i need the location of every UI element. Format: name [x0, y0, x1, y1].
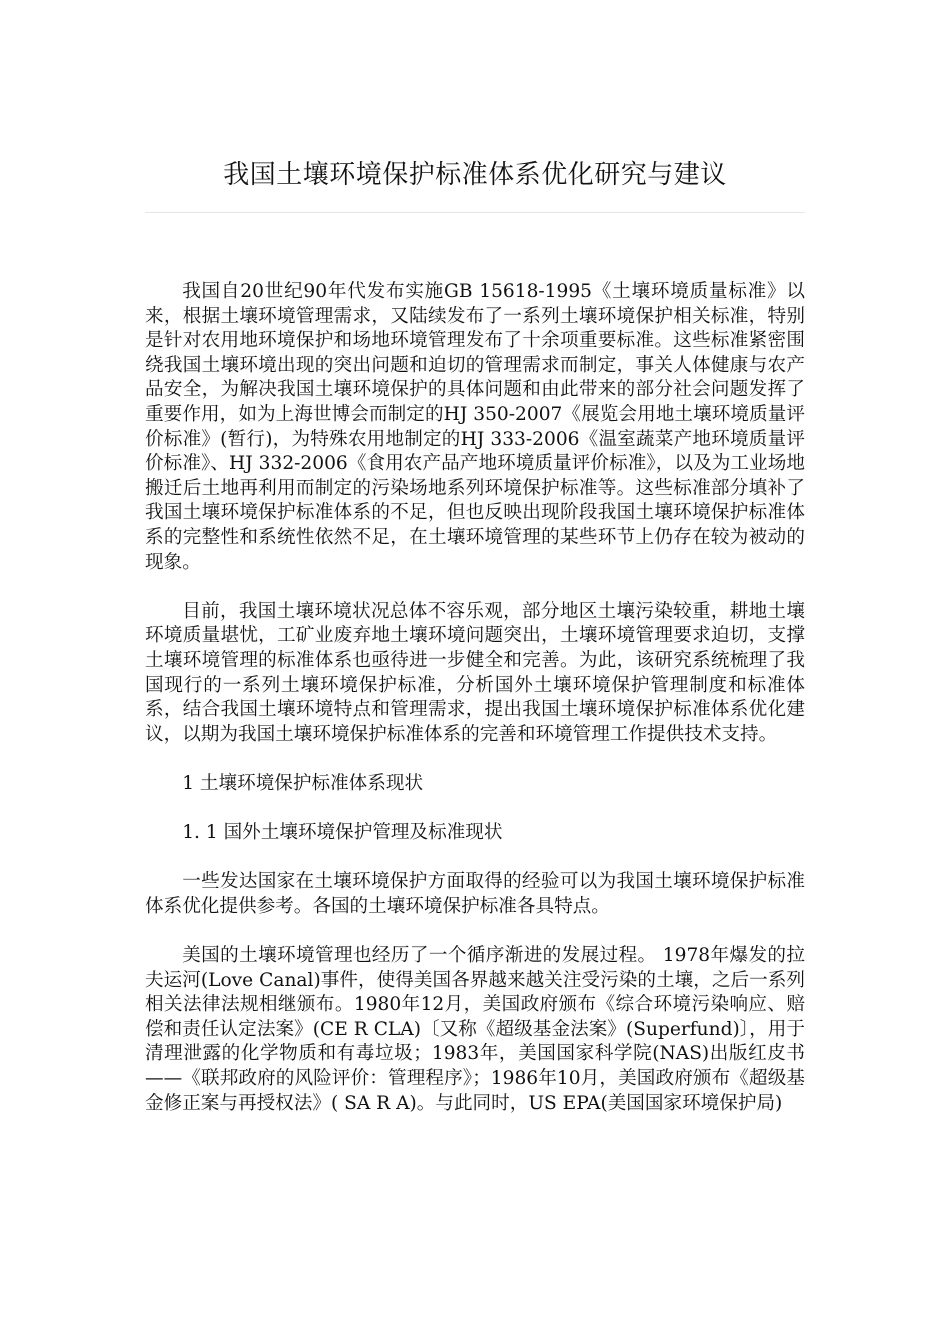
section-heading-1-1: 1. 1 国外土壤环境保护管理及标准现状 [182, 822, 503, 844]
document-title: 我国土壤环境保护标准体系优化研究与建议 [223, 160, 727, 190]
paragraph-us-management: 美国的土壤环境管理也经历了一个循序渐进的发展过程。 1978年爆发的拉夫运河(Love Canal)事件，使得美国各界越来越关注受污染的土壤，之后一系列相关法律法规相继颁布。1980年12月，美国政府颁布《综合环境污染响应、赔偿和责任认定法案》(CE R CLA)〔又称《超级基金法案》(Superfund)〕，用于清理泄露的化学物质和有毒垃圾；1983年，美国国家科学院(NAS)出版红皮书——《联邦政府的风险评价：管理程序》；1986年10月，美国政府颁布《超级基金修正案与再授权法》( SA R A)。与此同时，US EPA(美国国家环境保护局) [145, 945, 805, 1114]
paragraph-current-status: 目前，我国土壤环境状况总体不容乐观，部分地区土壤污染较重，耕地土壤环境质量堪忧，工矿业废弃地土壤环境问题突出，土壤环境管理要求迫切，支撑土壤环境管理的标准体系也亟待进一步健全和完善。为此，该研究系统梳理了我国现行的一系列土壤环境保护标准，分析国外土壤环境保护管理制度和标准体系，结合我国土壤环境特点和管理需求，提出我国土壤环境保护标准体系优化建议，以期为我国土壤环境保护标准体系的完善和环境管理工作提供技术支持。 [145, 600, 805, 745]
paragraph-intro: 我国自20世纪90年代发布实施GB 15618-1995《土壤环境质量标准》以来，根据土壤环境管理需求，又陆续发布了一系列土壤环境保护相关标准，特别是针对农用地环境保护和场地环境管理发布了十余项重要标准。这些标准紧密围绕我国土壤环境出现的突出问题和迫切的管理需求而制定，事关人体健康与农产品安全，为解决我国土壤环境保护的具体问题和由此带来的部分社会问题发挥了重要作用，如为上海世博会而制定的HJ 350-2007《展览会用地土壤环境质量评价标准》(暂行)，为特殊农用地制定的HJ 333-2006《温室蔬菜产地环境质量评价标准》、HJ 332-2006《食用农产品产地环境质量评价标准》，以及为工业场地搬迁后土地再利用而制定的污染场地系列环境保护标准等。这些标准部分填补了我国土壤环境保护标准体系的不足，但也反映出现阶段我国土壤环境保护标准体系的完整性和系统性依然不足，在土壤环境管理的某些环节上仍存在较为被动的现象。 [145, 281, 805, 573]
document-body [145, 280, 805, 1141]
paragraph-foreign-experience: 一些发达国家在土壤环境保护方面取得的经验可以为我国土壤环境保护标准体系优化提供参考。各国的土壤环境保护标准各具特点。 [145, 871, 805, 917]
section-heading-1: 1 土壤环境保护标准体系现状 [182, 772, 424, 794]
title-divider [145, 212, 805, 213]
